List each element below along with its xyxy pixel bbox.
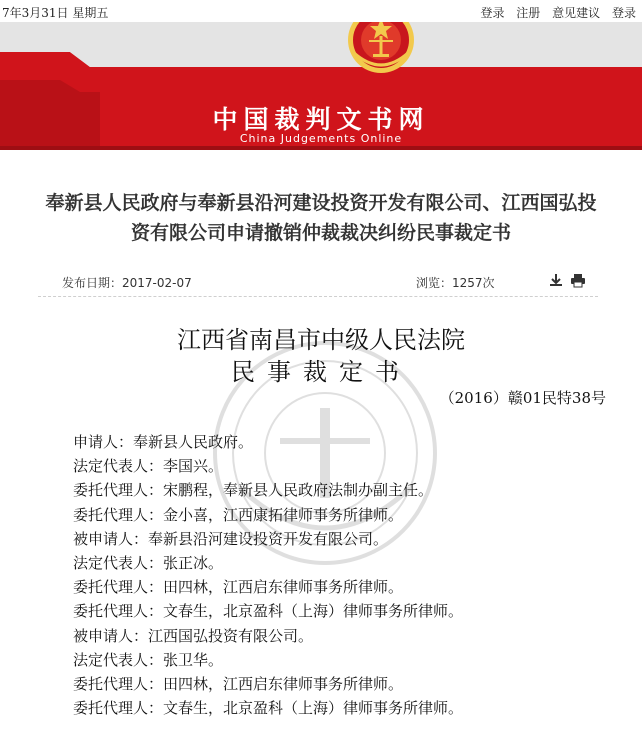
party-line: 委托代理人：宋鹏程，奉新县人民政府法制办副主任。 [73,481,434,500]
login-link[interactable]: 登录 [480,6,505,20]
party-line: 申请人：奉新县人民政府。 [73,433,254,451]
document-type: 民事裁定书 [231,358,411,386]
current-date: 7年3月31日 星期五 [2,6,109,20]
print-icon[interactable] [570,272,586,288]
feedback-link[interactable]: 意见建议 [552,6,601,20]
site-subtitle: China Judgements Online [239,132,403,145]
party-line: 委托代理人：金小喜，江西康拓律师事务所律师。 [73,505,404,524]
top-links [472,4,636,21]
party-list [73,430,463,720]
case-number: （2016）赣01民特38号 [439,389,606,407]
party-line: 委托代理人：田四林，江西启东律师事务所律师。 [73,674,404,693]
register-link[interactable]: 注册 [516,6,541,20]
party-line: 委托代理人：文春生，北京盈科（上海）律师事务所律师。 [73,699,464,718]
publish-date: 发布日期：2017-02-07 [62,276,192,290]
party-line: 法定代表人：张卫华。 [73,650,224,669]
party-line: 委托代理人：文春生，北京盈科（上海）律师事务所律师。 [73,602,464,621]
site-title: 中国裁判文书网 [212,105,430,134]
document-title-line-2: 资有限公司申请撤销仲裁裁决纠纷民事裁定书 [130,222,511,244]
party-line: 委托代理人：田四林，江西启东律师事务所律师。 [73,578,404,597]
document-title [0,188,642,248]
party-line: 法定代表人：李国兴。 [73,457,224,476]
party-line: 法定代表人：张正冰。 [73,553,224,572]
top-bar [0,0,642,22]
login-link-2[interactable]: 登录 [611,6,636,20]
view-count: 浏览：1257次 [416,276,495,290]
document-meta [38,270,598,297]
party-line: 被申请人：江西国弘投资有限公司。 [73,626,314,645]
site-banner [0,22,642,150]
court-name: 江西省南昌市中级人民法院 [177,326,465,354]
document-title-line-1: 奉新县人民政府与奉新县沿河建设投资开发有限公司、江西国弘投 [45,192,597,214]
party-line: 被申请人：奉新县沿河建设投资开发有限公司。 [73,529,389,548]
download-icon[interactable] [548,272,564,288]
